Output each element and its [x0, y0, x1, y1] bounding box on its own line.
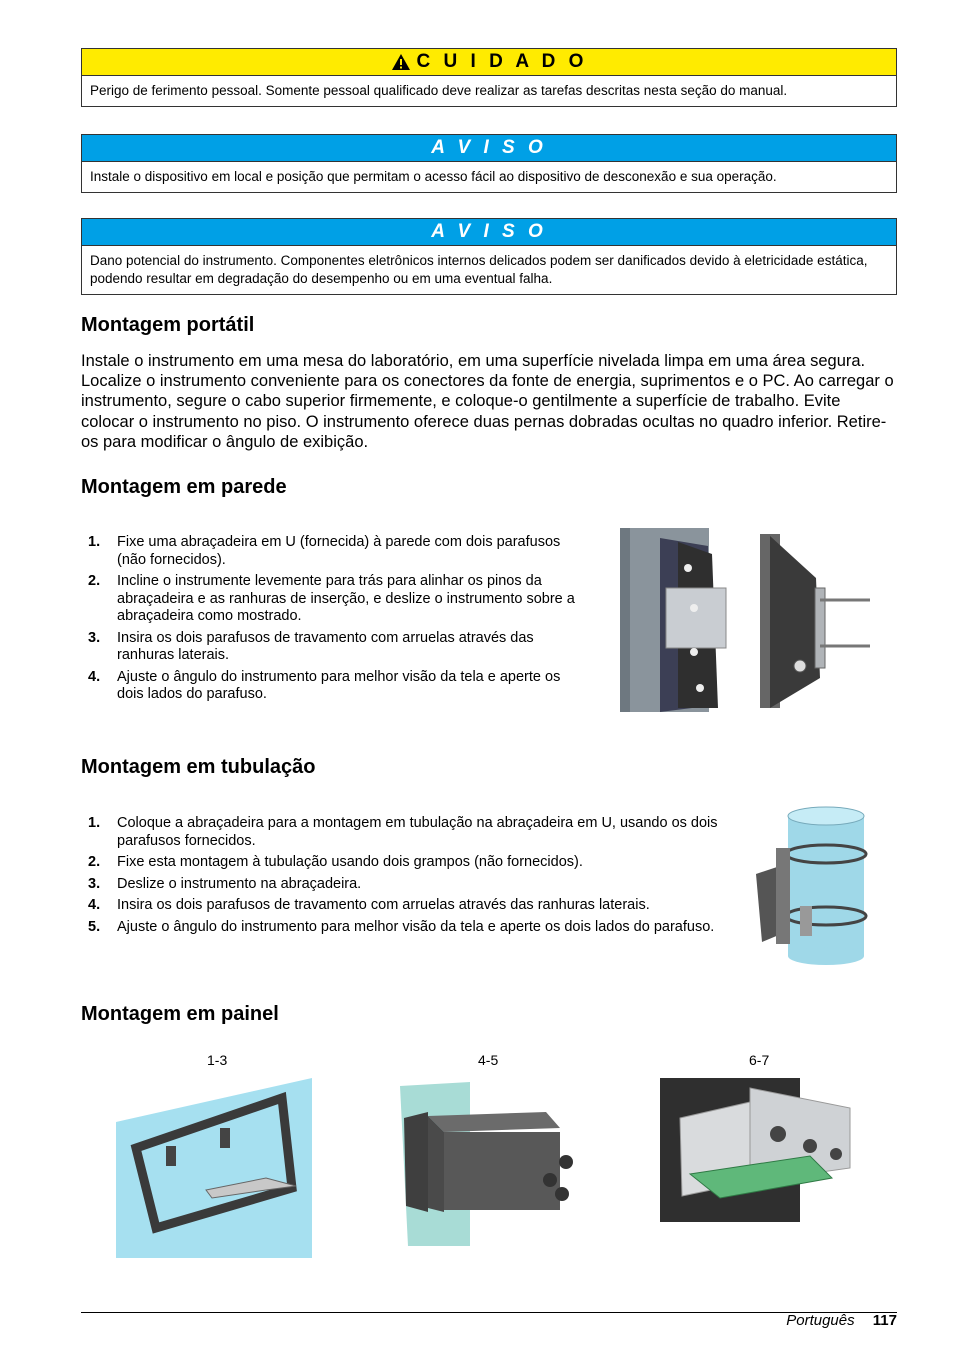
- panel-step-1-3-illustration: [116, 1078, 312, 1258]
- page-number: 117: [872, 1312, 897, 1329]
- pipe-mount-illustration: [748, 806, 874, 966]
- caution-title: C U I D A D O: [416, 51, 588, 72]
- notice-bar: A V I S O: [82, 219, 896, 246]
- panel-step-4-5-illustration: [398, 1082, 582, 1246]
- list-item: 4. Insira os dois parafusos de travamento com arruelas através das ranhuras laterais.: [88, 897, 650, 913]
- notice-text: Dano potencial do instrumento. Componentes eletrônicos internos delicados podem ser danificados devido à eletricidade estática, podendo resultar em degradação do desempenho ou em uma eventual falha.: [90, 253, 868, 286]
- notice-2: [81, 218, 897, 295]
- panel-label-4-5: 4-5: [478, 1052, 499, 1068]
- heading-portable: Montagem portátil: [81, 314, 255, 336]
- notice-bar: A V I S O: [82, 135, 896, 162]
- heading-wall: Montagem em parede: [81, 476, 287, 498]
- list-item: 5. Ajuste o ângulo do instrumento para melhor visão da tela e aperte os dois lados do parafuso.: [88, 918, 715, 935]
- wall-steps: [81, 534, 589, 708]
- heading-pipe: Montagem em tubulação: [81, 756, 316, 778]
- panel-step-6-7-illustration: [660, 1078, 856, 1224]
- footer-divider: [81, 1312, 897, 1313]
- list-item: 2. Incline o instrumente levemente para trás para alinhar os pinos da abraçadeira e as ranhuras de inserção, e deslize o instrumento sobre a abraçadeira como mostrado.: [88, 573, 575, 624]
- warning-icon: [391, 53, 411, 71]
- caution-bar: [82, 49, 896, 76]
- list-item: 1. Coloque a abraçadeira para a montagem em tubulação na abraçadeira em U, usando os dois parafusos fornecidos.: [88, 815, 718, 849]
- heading-panel: Montagem em painel: [81, 1003, 279, 1025]
- page-footer: [786, 1312, 897, 1329]
- list-item: 3. Deslize o instrumento na abraçadeira.: [88, 875, 362, 892]
- notice-text: Instale o dispositivo em local e posição que permitam o acesso fácil ao dispositivo de desconexão e sua operação.: [90, 169, 777, 184]
- notice-1: [81, 134, 897, 193]
- panel-label-1-3: 1-3: [207, 1052, 228, 1068]
- list-item: 2. Fixe esta montagem à tubulação usando dois grampos (não fornecidos).: [88, 854, 583, 870]
- pipe-steps: [81, 815, 729, 940]
- list-item: 3. Insira os dois parafusos de travamento com arruelas através das ranhuras laterais.: [88, 629, 534, 663]
- caution-text: Perigo de ferimento pessoal. Somente pessoal qualificado deve realizar as tarefas descritas nesta seção do manual.: [90, 83, 788, 98]
- list-item: 4. Ajuste o ângulo do instrumento para melhor visão da tela e aperte os dois lados do parafuso.: [88, 668, 561, 702]
- footer-language: Português: [786, 1312, 855, 1329]
- list-item: 1. Fixe uma abraçadeira em U (fornecida) à parede com dois parafusos (não fornecidos).: [88, 534, 561, 568]
- portable-text: Instale o instrumento em uma mesa do laboratório, em uma superfície nivelada limpa em uma área segura. Localize o instrumento conveniente para os conectores da fonte de energia, suprimentos e o PC. Ao carregar o instrumento, segure o cabo superior firmemente, e coloque-o gentilmente a superfície de trabalho. Evite colocar o instrumento no piso. O instrumento oferece duas pernas dobradas ocultas no quadro inferior. Retire-os para modificar o ângulo de exibição.: [81, 352, 894, 451]
- caution-notice: [81, 48, 897, 107]
- wall-mount-illustration: [620, 528, 880, 714]
- panel-label-6-7: 6-7: [749, 1052, 770, 1068]
